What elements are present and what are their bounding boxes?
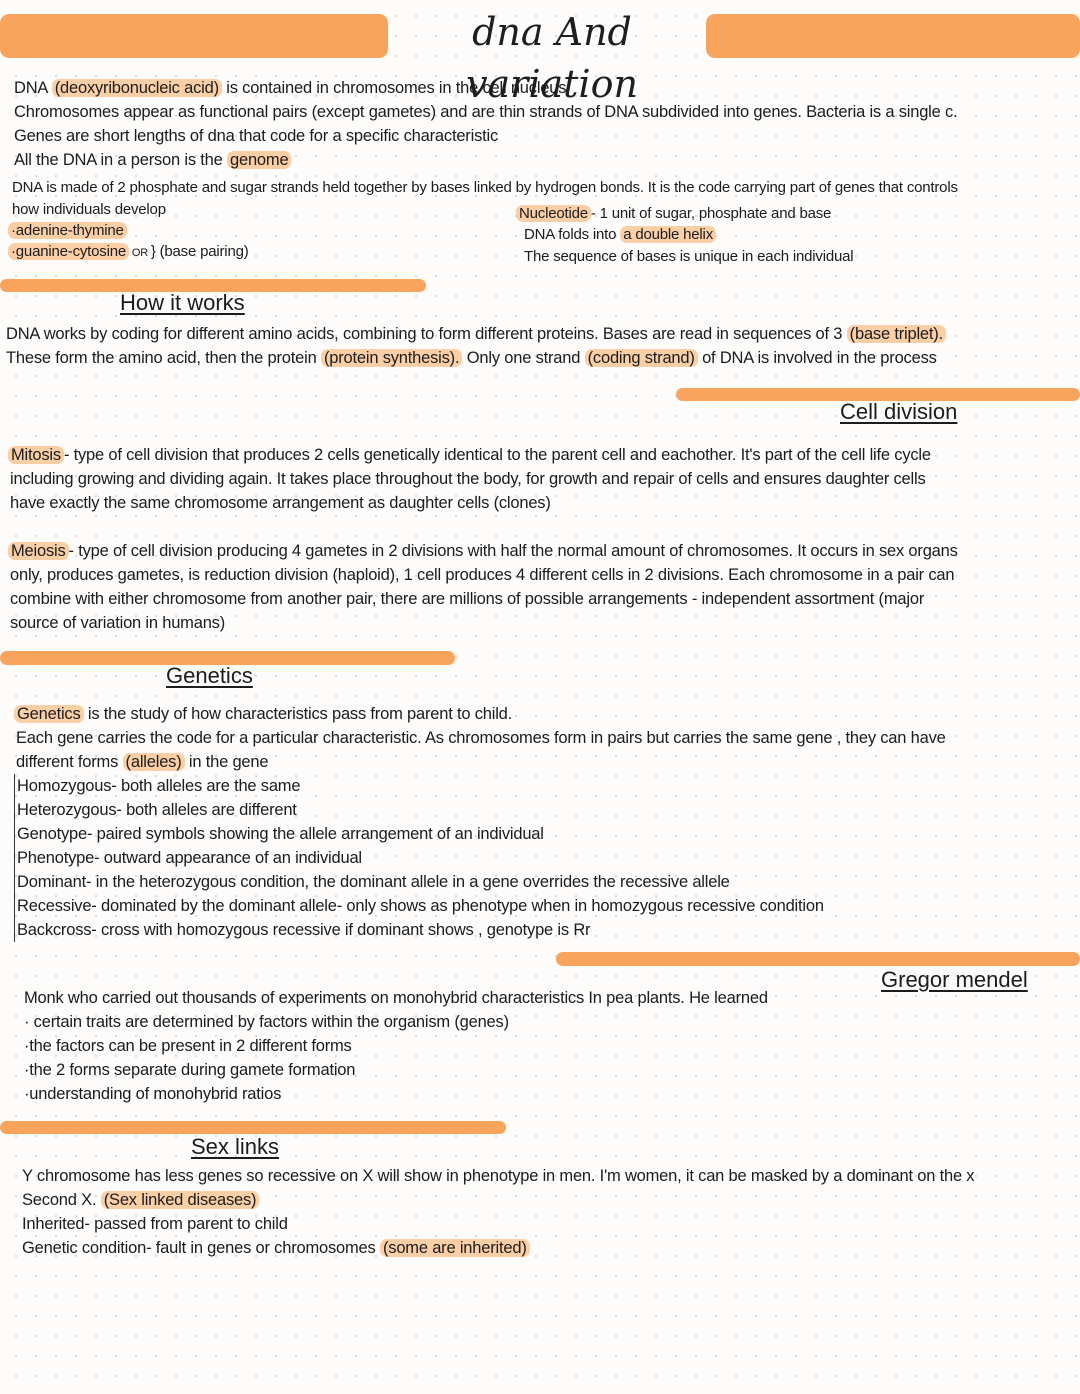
heading-cell-division: Cell division	[840, 399, 958, 424]
sex-line-1: Y chromosome has less genes so recessive on X will show in phenotype in men. I'm women, it can be masked by a dominant on the x	[22, 1167, 975, 1185]
genetics-line-2: Each gene carries the code for a particular characteristic. As chromosomes form in pairs but carries the same gene , they can have	[16, 729, 946, 747]
sex-l2a: Second X.	[22, 1191, 101, 1209]
genetics-line-1	[14, 702, 512, 726]
title-bar-right	[706, 14, 1080, 58]
genetics-highlight: Genetics	[14, 705, 84, 723]
genotype-def: Genotype- paired symbols showing the allele arrangement of an individual	[14, 822, 544, 846]
sex-line-2	[22, 1188, 259, 1212]
dna-line-1	[14, 76, 566, 100]
genetics-def: is the study of how characteristics pass from parent to child.	[83, 705, 513, 723]
backcross-def: Backcross- cross with homozygous recessive if dominant shows , genotype is Rr	[14, 918, 590, 942]
mendel-line-3: ·the factors can be present in 2 different forms	[24, 1037, 352, 1055]
meiosis-line-2: only, produces gametes, is reduction division (haploid), 1 cell produces 4 different cells in 2 divisions. Each chromosome in a pair can	[10, 566, 955, 584]
how-l2c: Only one strand	[462, 349, 585, 367]
heterozygous-def: Heterozygous- both alleles are different	[14, 798, 297, 822]
sex-l4a: Genetic condition- fault in genes or chromosomes	[22, 1239, 380, 1257]
divider-mendel	[556, 952, 1080, 966]
alleles-highlight: (alleles)	[123, 753, 185, 771]
base-pairing-note: } (base pairing)	[150, 243, 249, 260]
heading-how-it-works: How it works	[120, 290, 245, 315]
dna-line-5: DNA is made of 2 phosphate and sugar strands held together by bases linked by hydrogen bonds. It is the code carrying part of genes that controls	[12, 179, 958, 196]
dna-genome-highlight: genome	[227, 151, 291, 169]
sex-line-3: Inherited- passed from parent to child	[22, 1215, 288, 1233]
how-line-1	[6, 322, 946, 346]
base-triplet-highlight: (base triplet).	[847, 325, 946, 343]
genetics-l3c: in the gene	[184, 753, 269, 771]
dna-l4a: All the DNA in a person is the	[14, 151, 227, 169]
dna-base-pair-2	[8, 241, 249, 265]
dna-l1-highlight: (deoxyribonucleic acid)	[52, 79, 222, 97]
mendel-line-5: ·understanding of monohybrid ratios	[24, 1085, 282, 1103]
how-l2e: of DNA is involved in the process	[697, 349, 937, 367]
dna-line-3: Genes are short lengths of dna that code for a specific characteristic	[14, 127, 499, 145]
how-l1a: DNA works by coding for different amino acids, combining to form different proteins. Bases are read in sequences of 3	[6, 325, 847, 343]
nucleotide-def: - 1 unit of sugar, phosphate and base	[590, 205, 832, 222]
genetics-line-3	[16, 750, 268, 774]
dna-l1a: DNA	[14, 79, 52, 97]
heading-genetics: Genetics	[166, 663, 253, 688]
meiosis-line-4: source of variation in humans)	[10, 614, 226, 632]
dna-base-pair-1	[8, 220, 127, 242]
mitosis-line-2: including growing and dividing again. It takes place throughout the body, for growth and repair of cells and ensures daughter cells	[10, 470, 926, 488]
sex-line-4	[22, 1236, 530, 1260]
dna-l1c: is contained in chromosomes in the cell nucleus	[221, 79, 567, 97]
mitosis-highlight: Mitosis	[8, 446, 64, 464]
guanine-cytosine-highlight: ·guanine-cytosine	[8, 243, 129, 260]
mitosis-def: - type of cell division that produces 2 cells genetically identical to the parent cell and eachother. It's part of the cell life cycle	[63, 446, 931, 464]
meiosis-highlight: Meiosis	[8, 542, 69, 560]
inherited-highlight: (some are inherited)	[380, 1239, 530, 1257]
recessive-def: Recessive- dominated by the dominant allele- only shows as phenotype when in homozygous recessive condition	[14, 894, 824, 918]
mitosis-line-1	[8, 443, 931, 467]
how-line-2	[6, 346, 937, 370]
mendel-line-1: Monk who carried out thousands of experiments on monohybrid characteristics In pea plants. He learned	[24, 989, 768, 1007]
title-bar-left	[0, 14, 388, 58]
mendel-line-4: ·the 2 forms separate during gamete formation	[24, 1061, 356, 1079]
how-l2a: These form the amino acid, then the protein	[6, 349, 321, 367]
nucleotide-line	[516, 203, 831, 225]
mendel-line-2: · certain traits are determined by factors within the organism (genes)	[24, 1013, 509, 1031]
meiosis-line-3: combine with either chromosome from another pair, there are millions of possible arrangements - independent assortment (major	[10, 590, 925, 608]
dna-line-2: Chromosomes appear as functional pairs (except gametes) and are thin strands of DNA subdivided into genes. Bacteria is a single c.	[14, 103, 958, 121]
dominant-def: Dominant- in the heterozygous condition, the dominant allele in a gene overrides the recessive allele	[14, 870, 730, 894]
double-helix-pre: DNA folds into	[524, 226, 621, 243]
homozygous-def: Homozygous- both alleles are the same	[14, 774, 300, 798]
heading-gregor-mendel: Gregor mendel	[881, 967, 1028, 992]
divider-sex	[0, 1121, 506, 1134]
meiosis-def: - type of cell division producing 4 gametes in 2 divisions with half the normal amount of chromosomes. It occurs in sex organs	[68, 542, 958, 560]
page-title: dna And variation	[466, 10, 638, 106]
mitosis-line-3: have exactly the same chromosome arrangement as daughter cells (clones)	[10, 494, 551, 512]
sequence-line: The sequence of bases is unique in each individual	[524, 248, 854, 265]
protein-synthesis-highlight: (protein synthesis).	[321, 349, 462, 367]
nucleotide-highlight: Nucleotide	[516, 205, 591, 222]
heading-sex-links: Sex links	[191, 1134, 280, 1159]
phenotype-def: Phenotype- outward appearance of an individual	[14, 846, 362, 870]
double-helix-line	[524, 224, 716, 246]
genetics-l3a: different forms	[16, 753, 123, 771]
dna-or: OR	[129, 247, 151, 259]
coding-strand-highlight: (coding strand)	[585, 349, 698, 367]
adenine-thymine-highlight: ·adenine-thymine	[8, 222, 127, 239]
meiosis-line-1	[8, 539, 958, 563]
dna-line-6: how individuals develop	[12, 201, 166, 218]
sex-linked-highlight: (Sex linked diseases)	[101, 1191, 260, 1209]
dna-line-4	[14, 148, 291, 172]
double-helix-highlight: a double helix	[620, 226, 716, 243]
